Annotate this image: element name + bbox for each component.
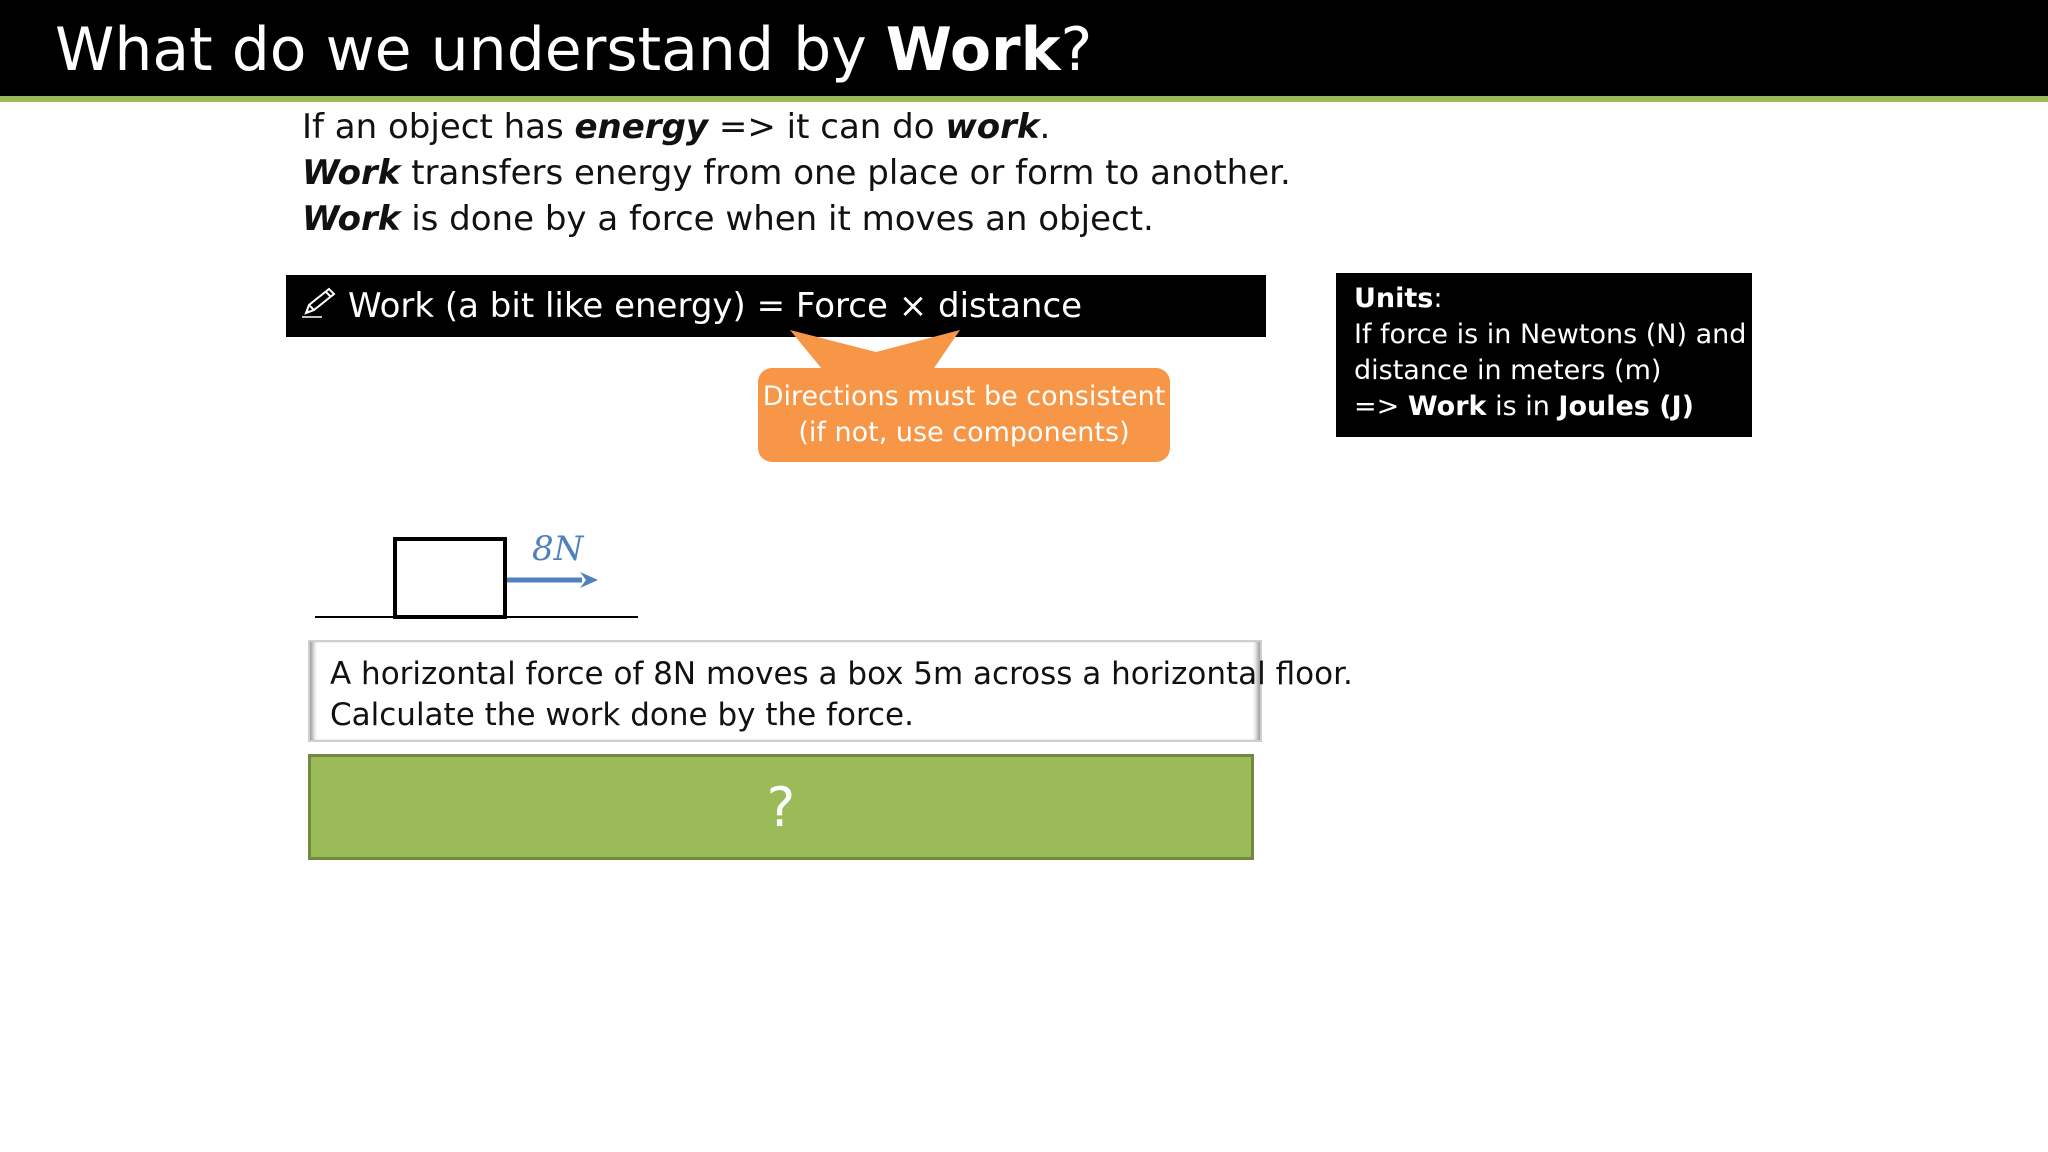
units-line-1: If force is in Newtons (N) and xyxy=(1354,319,1747,350)
box-shape xyxy=(395,539,505,617)
slide-title xyxy=(55,8,1092,92)
units-heading-colon: : xyxy=(1433,283,1443,314)
units-line-2: distance in meters (m) xyxy=(1354,355,1662,386)
title-text: What do we understand by xyxy=(55,15,886,85)
units-heading xyxy=(1354,281,1734,317)
question-line-2: Calculate the work done by the force. xyxy=(330,697,914,733)
units-line-3 xyxy=(1354,389,1734,425)
intro-line-2-part: transfers energy from one place or form to another. xyxy=(400,153,1291,193)
intro-line-3-part: is done by a force when it moves an object. xyxy=(400,199,1154,239)
intro-text xyxy=(302,104,1291,242)
question-box xyxy=(308,640,1353,742)
callout-line-1: Directions must be consistent xyxy=(762,381,1166,412)
intro-line-3 xyxy=(302,196,1291,242)
directions-callout xyxy=(758,368,1170,462)
intro-line-1-part: . xyxy=(1039,107,1051,147)
intro-line-1-part: => it can do xyxy=(708,107,946,147)
force-diagram xyxy=(310,520,650,630)
units-heading-text: Units xyxy=(1354,283,1434,314)
units-line-3-emph: Work xyxy=(1407,391,1487,422)
callout-line-2: (if not, use components) xyxy=(798,417,1130,448)
intro-line-2-emph: Work xyxy=(302,153,401,193)
answer-reveal-box[interactable] xyxy=(308,754,1254,860)
units-line-3-emph: Joules (J) xyxy=(1558,391,1695,422)
formula-box xyxy=(286,275,1266,337)
force-arrowhead xyxy=(580,572,598,588)
title-suffix: ? xyxy=(1060,15,1093,85)
units-box xyxy=(1336,273,1752,437)
intro-line-3-emph: Work xyxy=(302,199,401,239)
pencil-icon xyxy=(300,277,338,339)
intro-line-1 xyxy=(302,104,1291,150)
intro-line-1-emph: energy xyxy=(574,107,709,147)
formula-text: Work (a bit like energy) = Force × distance xyxy=(348,286,1083,326)
units-line-3-part: => xyxy=(1354,391,1408,422)
intro-line-2 xyxy=(302,150,1291,196)
intro-line-1-emph: work xyxy=(945,107,1040,147)
answer-placeholder: ? xyxy=(766,775,796,839)
units-line-3-part: is in xyxy=(1486,391,1559,422)
question-line-1: A horizontal force of 8N moves a box 5m across a horizontal floor. xyxy=(330,656,1353,692)
intro-line-1-part: If an object has xyxy=(302,107,575,147)
title-bold-word: Work xyxy=(885,15,1061,85)
title-bar xyxy=(0,0,2048,102)
force-label: 8N xyxy=(532,529,584,569)
